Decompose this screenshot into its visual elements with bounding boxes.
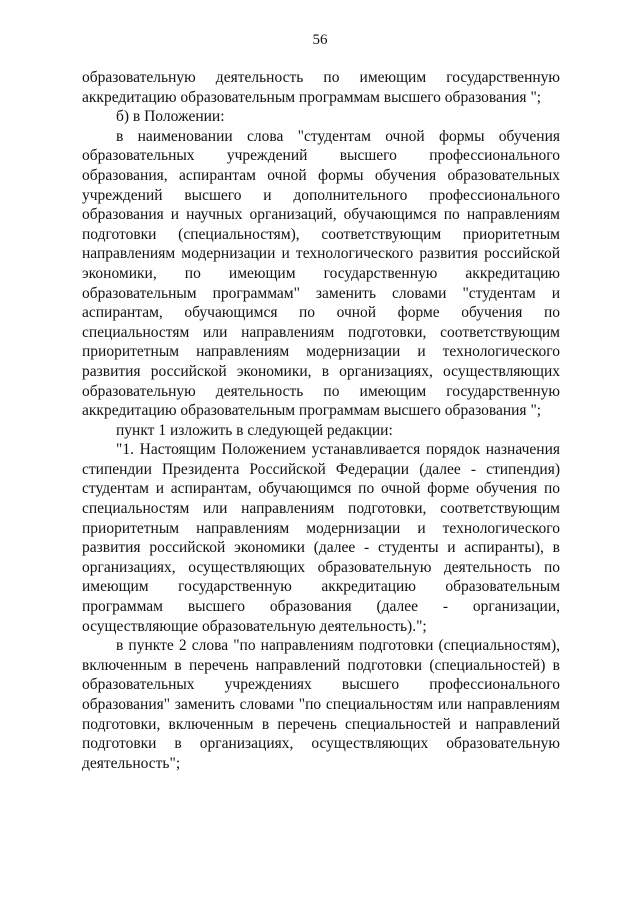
document-body: [82, 68, 560, 773]
paragraph-item-1-text: "1. Настоящим Положением устанавливается порядок назначения стипендии Президента Российской Федерации (далее - стипендия) студентам и аспирантам, обучающимся по очной форме обучения по специальностям или направлениям подготовки, соответствующим приоритетным направлениям модернизации и технологического развития российской экономики (далее - студенты и аспиранты), в организациях, осуществляющих образовательную деятельность по имеющим государственную аккредитацию образовательным программам высшего образования (далее - организации, осуществляющие образовательную деятельность).";: [82, 441, 560, 635]
page-number: 56: [312, 32, 328, 48]
paragraph-item-1-intro: пункт 1 изложить в следующей редакции:: [116, 421, 393, 439]
paragraph-continuation: образовательную деятельность по имеющим государственную аккредитацию образовательным программам высшего образования ";: [82, 69, 560, 106]
paragraph-subsection-b: б) в Положении:: [116, 108, 225, 126]
paragraph-item-2-amendment: в пункте 2 слова "по направлениям подготовки (специальностям), включенным в перечень направлений подготовки (специальностей) в образовательных учреждениях высшего профессионального образования" заменить словами "по специальностям или направлениям подготовки, включенным в перечень специальностей и направлений подготовки в организациях, осуществляющих образовательную деятельность";: [82, 637, 560, 772]
paragraph-title-amendment: в наименовании слова "студентам очной формы обучения образовательных учреждений высшего профессионального образования, аспирантам очной формы обучения образовательных учреждений высшего и дополнительного профессионального образования и научных организаций, обучающимся по направлениям подготовки (специальностям), соответствующим приоритетным направлениям модернизации и технологического развития российской экономики, по имеющим государственную аккредитацию образовательным программам" заменить словами "студентам и аспирантам, обучающимся по очной форме обучения по специальностям или направлениям подготовки, соответствующим приоритетным направлениям модернизации и технологического развития российской экономики, в организациях, осуществляющих образовательную деятельность по имеющим государственную аккредитацию образовательным программам высшего образования ";: [82, 127, 560, 420]
